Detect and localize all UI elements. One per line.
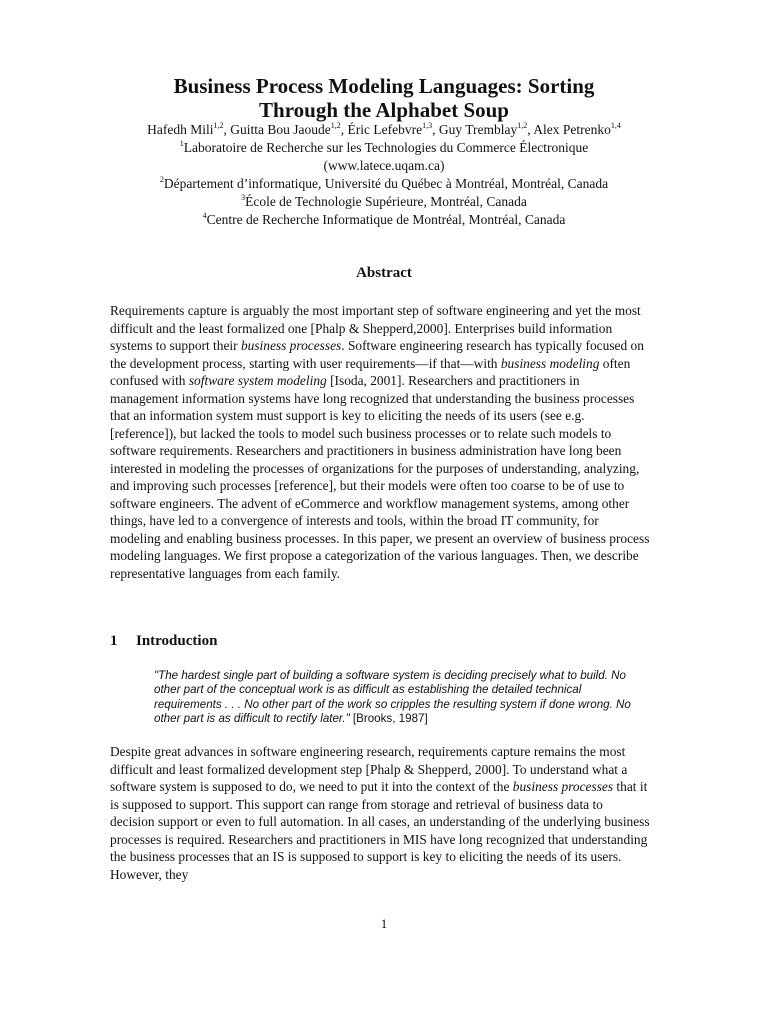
abstract-emphasis: software system modeling <box>188 373 327 388</box>
author-block <box>0 121 768 229</box>
intro-text: that it is supposed to support. This support can range from storage and retrieval of business data to decision support or even to full automation. In all cases, an understanding of the underlying business processes is required. Researchers and practitioners in MIS have long recognized that understanding the business processes that an IS is supposed to support is key to eliciting the needs of its users. However, they <box>110 779 650 882</box>
author-name: Guitta Bou Jaoude <box>230 122 331 137</box>
affiliation-url: (www.latece.uqam.ca) <box>323 158 445 173</box>
abstract-emphasis: business modeling <box>500 355 600 371</box>
author-affiliation-marker: 1,2 <box>213 121 224 130</box>
affiliation-marker: 1 <box>179 139 184 148</box>
abstract-emphasis: business processes <box>240 338 342 353</box>
author-list <box>0 121 768 139</box>
author-affiliation-marker: 1,2 <box>517 121 528 130</box>
author-name: Éric Lefebvre <box>347 122 423 137</box>
abstract-paragraph <box>110 302 650 582</box>
section-title: Introduction <box>136 633 218 649</box>
quote-citation: [Brooks, 1987] <box>349 711 428 725</box>
title-line-2: Through the Alphabet Soup <box>259 98 509 122</box>
affiliation-text: École de Technologie Supérieure, Montréal, Canada <box>245 194 527 209</box>
author-separator: , <box>340 122 348 137</box>
quote-text: "The hardest single part of building a software system is deciding precisely what to build. No other part of the conceptual work is as difficult as establishing the detailed technical requirements . . . No other part of the work so cripples the resulting system if done wrong. No other part is as difficult to rectify later." <box>154 669 631 725</box>
author-affiliation-marker: 1,3 <box>422 121 433 130</box>
epigraph-quote <box>154 669 644 726</box>
title-line-1: Business Process Modeling Languages: Sorting <box>173 74 595 98</box>
author-name: Alex Petrenko <box>533 122 611 137</box>
affiliation-marker: 4 <box>202 211 207 220</box>
author-affiliation-marker: 1,4 <box>610 121 621 130</box>
intro-paragraph <box>110 743 650 883</box>
author-name: Guy Tremblay <box>438 122 518 137</box>
affiliation-text: Centre de Recherche Informatique de Montréal, Montréal, Canada <box>206 212 566 227</box>
author-affiliation-marker: 1,2 <box>330 121 341 130</box>
section-number: 1 <box>110 633 118 649</box>
affiliation-marker: 2 <box>159 175 164 184</box>
abstract-text: Requirements capture is arguably the most important step of software engineering and yet the most difficult and the least formalized one [Phalp & Shepperd,2000]. Enterprises build information systems to support their <box>110 303 641 353</box>
affiliation-line <box>0 157 768 175</box>
affiliation-line <box>0 139 768 157</box>
affiliation-text: Département d’informatique, Université du Québec à Montréal, Montréal, Canada <box>163 176 609 191</box>
section-heading <box>110 632 217 650</box>
abstract-heading: Abstract <box>356 265 412 281</box>
affiliation-line <box>0 193 768 211</box>
affiliation-line <box>0 211 768 229</box>
author-separator: , <box>432 122 439 137</box>
intro-text: Despite great advances in software engineering research, requirements capture remains the most difficult and least formalized development step [Phalp & Shepperd, 2000]. To understand what a software system is supposed to do, we need to put it into the context of the <box>110 744 628 794</box>
affiliation-line <box>0 175 768 193</box>
affiliation-text: Laboratoire de Recherche sur les Technologies du Commerce Électronique <box>183 140 589 155</box>
author-separator: , <box>223 122 231 137</box>
page-number: 1 <box>380 916 388 931</box>
abstract-text: [Isoda, 2001]. Researchers and practitioners in management information systems have long recognized that understanding the business processes that an information system must support is key to eliciting the needs of its users (see e.g. [reference]), but lacked the tools to model such business processes or to relate such models to software requirements. Researchers and practitioners in business administration have long been interested in modeling the processes of organizations for the purposes of understanding, analyzing, and improving such processes [reference], but their models were often too coarse to be of use to software engineers. The advent of eCommerce and workflow management systems, among other things, have led to a convergence of interests and tools, within the broad IT community, for modeling and enabling business processes. In this paper, we present an overview of business process modeling languages. We first propose a categorization of the various languages. Then, we describe representative languages from each family. <box>110 373 650 581</box>
paper-title <box>0 74 768 122</box>
abstract-text: often confused with <box>110 355 631 388</box>
affiliation-marker: 3 <box>241 193 246 202</box>
author-separator: , <box>527 122 534 137</box>
intro-emphasis: business processes <box>512 779 614 794</box>
abstract-text: . Software engineering research has typically focused on the development process, starting with user requirements—if that—with <box>110 338 644 371</box>
author-name: Hafedh Mili <box>147 122 214 137</box>
